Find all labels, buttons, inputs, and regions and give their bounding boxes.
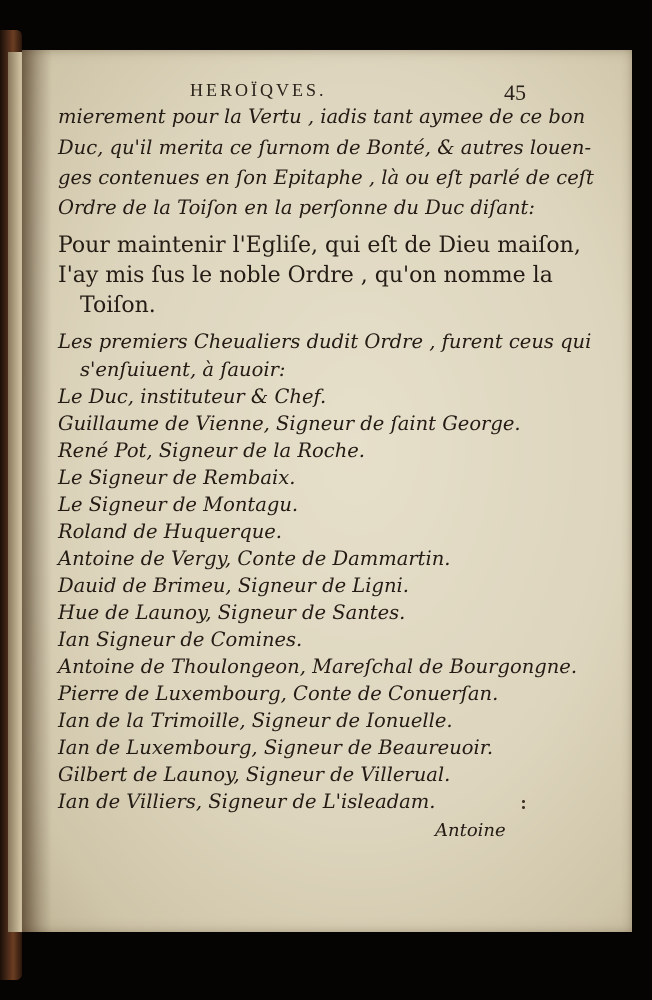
intro-line: Duc, qu'il merita ce ſurnom de Bonté, & autres louen- xyxy=(58,136,592,159)
verse-line: Pour maintenir l'Egliſe, qui eſt de Dieu maiſon, xyxy=(58,233,581,258)
catchword: Antoine xyxy=(435,820,506,841)
knight-entry: Antoine de Vergy, Conte de Dammartin. xyxy=(58,547,451,570)
page-number: 45 xyxy=(504,80,526,105)
knight-entry: Pierre de Luxembourg, Conte de Conuerſan. xyxy=(58,682,499,705)
running-head: HEROÏQVES. xyxy=(190,80,327,100)
list-intro-line: Les premiers Cheualiers dudit Ordre , furent ceus qui xyxy=(58,330,592,353)
knight-entry: Ian de la Trimoille, Signeur de Ionuelle. xyxy=(58,709,453,732)
intro-line: Ordre de la Toiſon en la perſonne du Duc diſant: xyxy=(58,196,535,219)
knight-entry: Le Signeur de Rembaix. xyxy=(58,466,296,489)
verse-line: I'ay mis ſus le noble Ordre , qu'on nomme la xyxy=(58,263,553,288)
intro-line: ges contenues en ſon Epitaphe , là ou eſt parlé de ceſt xyxy=(58,166,594,189)
knight-entry: Antoine de Thoulongeon, Mareſchal de Bourgongne. xyxy=(58,655,578,678)
gutter-shadow xyxy=(22,50,52,932)
knight-entry: Guillaume de Vienne, Signeur de ſaint George. xyxy=(58,412,521,435)
knight-entry: Le Signeur de Montagu. xyxy=(58,493,299,516)
knight-entry: Ian de Luxembourg, Signeur de Beaureuoir. xyxy=(58,736,494,759)
list-intro-line: s'enſuiuent, à ſauoir: xyxy=(80,358,286,381)
knight-entry: Ian Signeur de Comines. xyxy=(58,628,303,651)
knight-entry: Gilbert de Launoy, Signeur de Villerual. xyxy=(58,763,451,786)
ornament-dots xyxy=(522,806,525,809)
knight-entry: Roland de Huquerque. xyxy=(58,520,282,543)
knight-entry: Hue de Launoy, Signeur de Santes. xyxy=(58,601,406,624)
knight-entry: Ian de Villiers, Signeur de L'isleadam. xyxy=(58,790,436,813)
verse-line: Toiſon. xyxy=(80,293,156,318)
knight-entry: René Pot, Signeur de la Roche. xyxy=(58,439,366,462)
knight-entry: Dauid de Brimeu, Signeur de Ligni. xyxy=(58,574,409,597)
knight-entry: Le Duc, instituteur & Chef. xyxy=(58,385,327,408)
intro-line: mierement pour la Vertu , iadis tant aymee de ce bon xyxy=(58,105,586,128)
